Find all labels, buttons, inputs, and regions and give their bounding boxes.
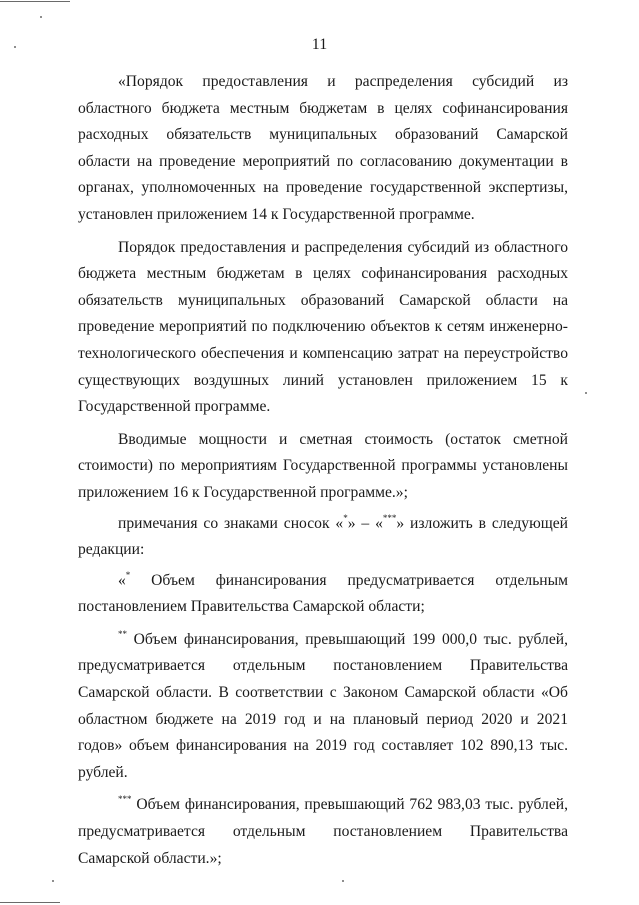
footnote-single-asterisk: «* Объем финансирования предусматривается отдельным постановлением Правительства Самарской области;: [78, 569, 568, 616]
footnote-double-asterisk: ** Объем финансирования, превышающий 199 000,0 тыс. рублей, предусматривается отдельным постановлением Правительства Самарской области. В соответствии с Законом Самарской области «Об областном бюджете на 2019 год и на плановый период 2020 и 2021 годов» объем финансирования на 2019 год составляет 102 890,13 тыс. рублей.: [78, 628, 568, 781]
scan-artifact-top-line: [0, 1, 70, 2]
footnote-mark: *: [343, 512, 348, 523]
paragraph-subsidy-procedure-14: «Порядок предоставления и распределения субсидий из областного бюджета местным бюджетам в целях софинансирования расходных обязательств муниципальных образований Самарской области на проведение мероприятий по согласованию документации в органах, уполномоченных на проведение государственной экспертизы, установлен приложением 14 к Государственной программе.: [78, 73, 568, 223]
scan-artifact-dot: [52, 880, 54, 882]
footnote-mark: ***: [118, 794, 132, 805]
scan-artifact-bottom-line: [0, 902, 60, 903]
scan-artifact-dot: [40, 16, 42, 18]
paragraph-subsidy-procedure-15: Порядок предоставления и распределения субсидий из областного бюджета местным бюджетам в целях софинансирования расходных обязательств муниципальных образований Самарской области на проведение мероприятий по подключению объектов к сетям инженерно-технологического обеспечения и компенсацию затрат на переустройство существующих воздушных линий установлен приложением 15 к Государственной программе.: [78, 238, 568, 416]
footnote-mark: ***: [382, 512, 397, 523]
footnote-mark: *: [125, 569, 131, 580]
document-body: [78, 69, 568, 872]
paragraph-footnote-instruction: примечания со знаками сносок «*» – «***» изложить в следующей редакции:: [78, 512, 568, 559]
scan-artifact-dot: [585, 392, 587, 394]
footnote-triple-asterisk: *** Объем финансирования, превышающий 762 983,03 тыс. рублей, предусматривается отдельным постановлением Правительства Самарской области.»;: [78, 794, 568, 867]
scan-artifact-dot: [342, 880, 344, 882]
footnote-mark: **: [118, 628, 127, 639]
paragraph-capacities-estimates: Вводимые мощности и сметная стоимость (остаток сметной стоимости) по мероприятиям Государственной программы установлены приложением 16 к Государственной программе.»;: [78, 430, 568, 501]
page-number: 11: [311, 36, 328, 53]
